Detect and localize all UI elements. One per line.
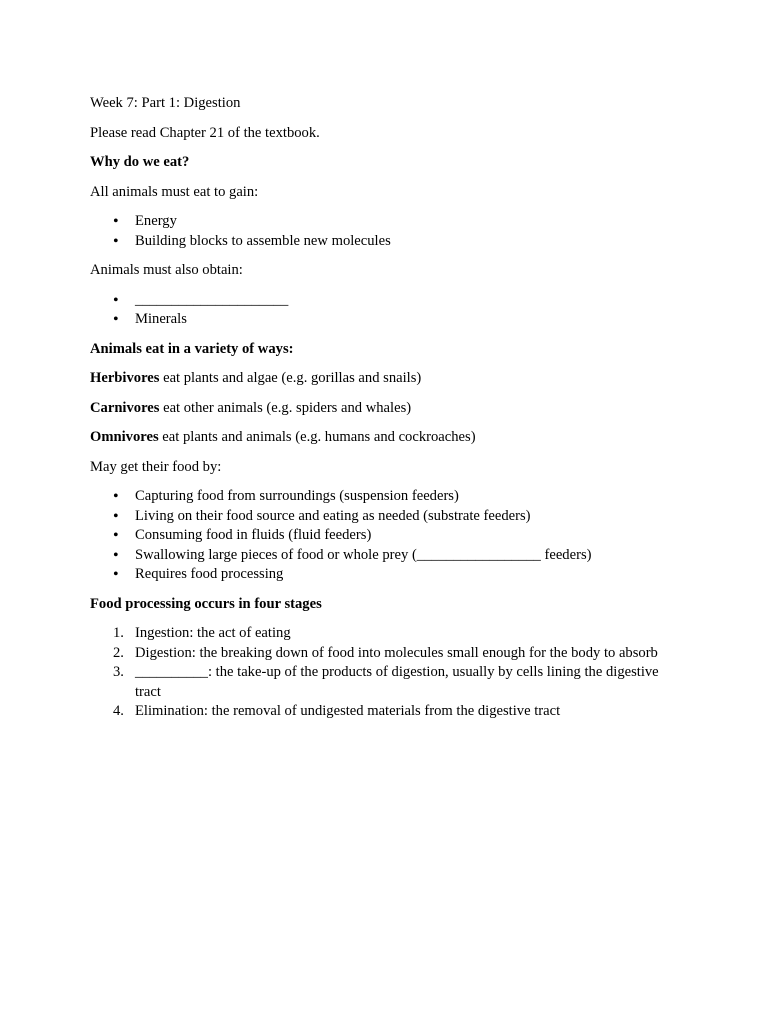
carnivores-line [90, 399, 678, 419]
list-item: • Consuming food in fluids (fluid feeders) [135, 526, 678, 546]
food-by-list [90, 487, 678, 585]
list-item-blank: • _____________________ [135, 291, 678, 311]
stage-item: Digestion: the breaking down of food into molecules small enough for the body to absorb [135, 644, 658, 661]
list-item: • Living on their food source and eating as needed (substrate feeders) [135, 507, 678, 527]
list-item: • Swallowing large pieces of food or whole prey (_________________ feeders) [135, 546, 678, 566]
why-eat-intro: All animals must eat to gain: [90, 183, 259, 200]
omnivores-line [90, 428, 678, 448]
list-item: • Requires food processing [135, 565, 678, 585]
carnivores-term: Carnivores [90, 399, 160, 416]
list-item: • Capturing food from surroundings (suspension feeders) [135, 487, 678, 507]
list-item: • Energy [135, 212, 678, 232]
why-eat-heading: Why do we eat? [90, 154, 190, 170]
reading-instruction: Please read Chapter 21 of the textbook. [90, 124, 320, 141]
herbivores-line [90, 369, 678, 389]
omnivores-text: eat plants and animals (e.g. humans and cockroaches) [158, 429, 476, 445]
herbivores-term: Herbivores [90, 370, 160, 386]
omnivores-term: Omnivores [90, 429, 159, 445]
carnivores-text: eat other animals (e.g. spiders and whales) [159, 399, 412, 416]
ways-heading: Animals eat in a variety of ways: [90, 340, 294, 357]
document-title: Week 7: Part 1: Digestion [90, 95, 241, 111]
stages-heading: Food processing occurs in four stages [90, 595, 322, 612]
stage-item: Elimination: the removal of undigested materials from the digestive tract [135, 703, 561, 719]
obtain-list [90, 291, 678, 330]
also-obtain-intro: Animals must also obtain: [90, 262, 243, 278]
stage-item: Ingestion: the act of eating [135, 625, 291, 641]
food-by-intro: May get their food by: [90, 458, 222, 475]
stage-item: __________: the take-up of the products of digestion, usually by cells lining the digestive tract [135, 664, 659, 700]
herbivores-text: eat plants and algae (e.g. gorillas and snails) [159, 370, 422, 386]
gain-list [90, 212, 678, 251]
list-item: • Building blocks to assemble new molecules [135, 232, 678, 252]
stages-list [90, 624, 678, 722]
list-item: • Minerals [135, 310, 678, 330]
